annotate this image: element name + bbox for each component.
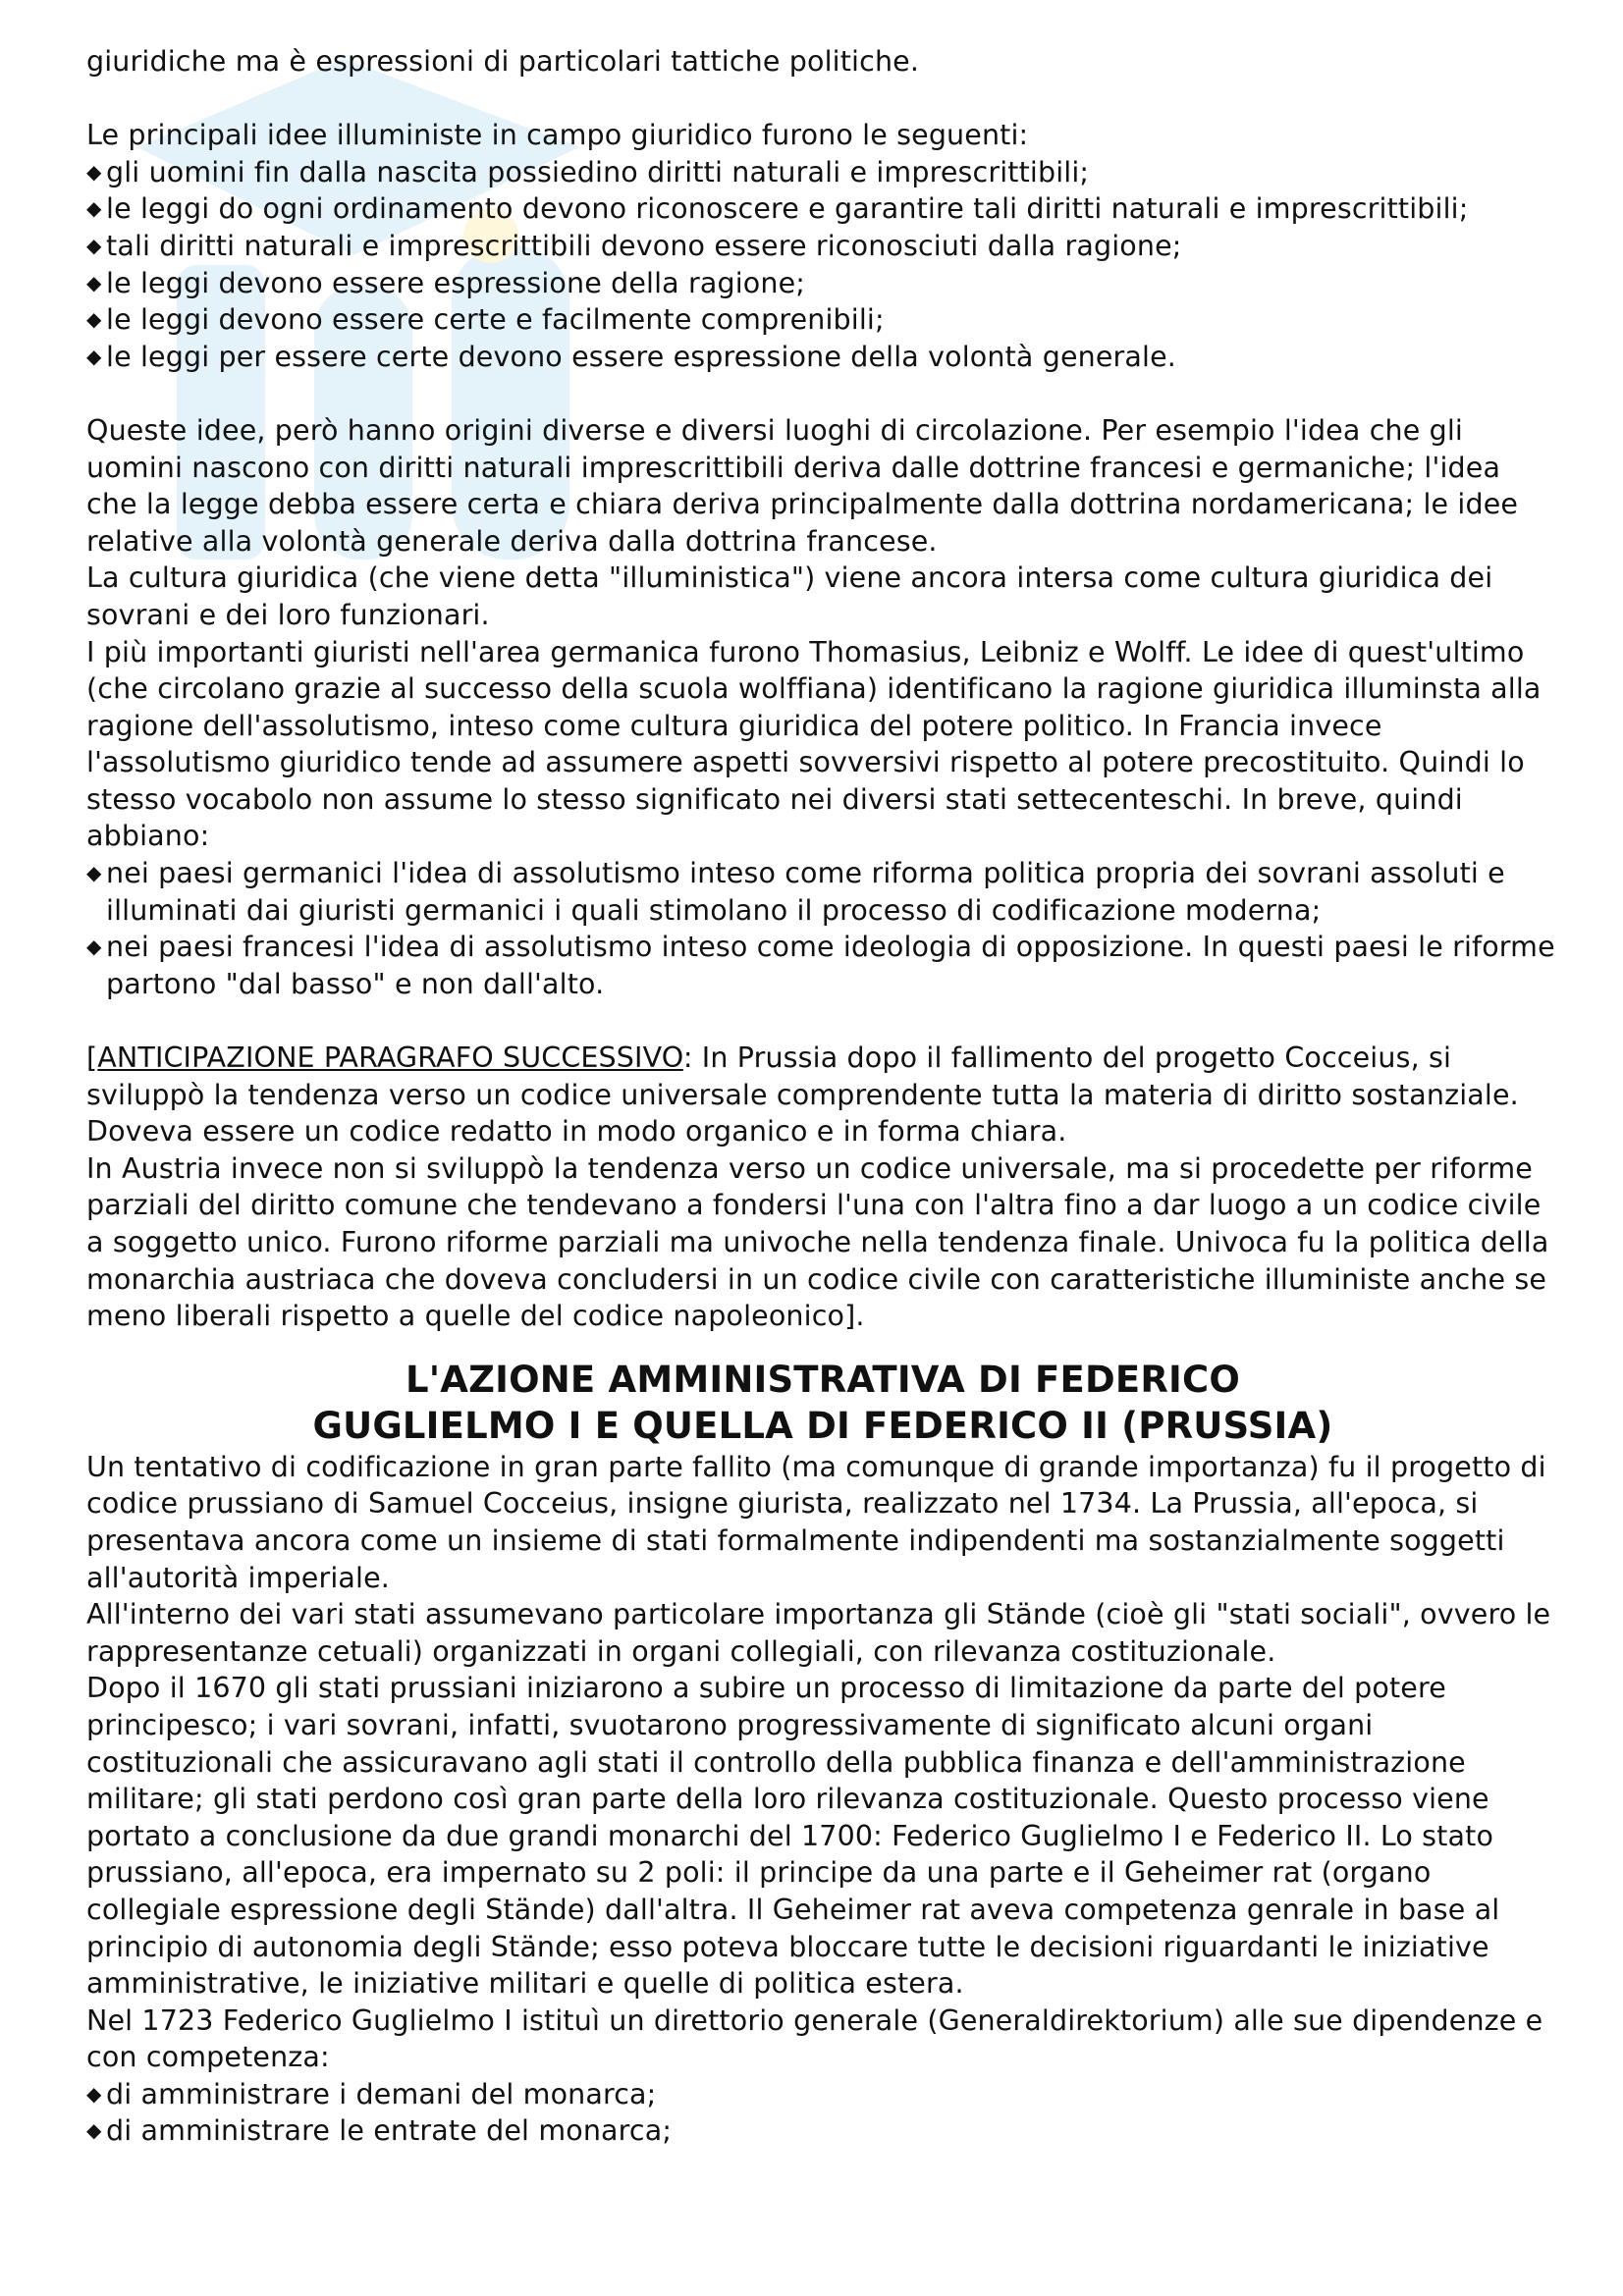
list-item: ◆ le leggi per essere certe devono essere espressione della volontà generale.	[86, 339, 1559, 376]
absolutism-list	[86, 855, 1559, 1002]
list-item: ◆ nei paesi germanici l'idea di assolutismo inteso come riforma politica propria dei sovrani assoluti e illuminati dai giuristi germanici i quali stimolano il processo di codificazione moderna;	[86, 857, 1505, 927]
list-item: ◆ nei paesi francesi l'idea di assolutismo inteso come ideologia di opposizione. In questi paesi le riforme partono "dal basso" e non dall'alto.	[86, 931, 1555, 1000]
paragraph-cocceius: Un tentativo di codificazione in gran parte fallito (ma comunque di grande importanza) fu il progetto di codice prussiano di Samuel Cocceius, insigne giurista, realizzato nel 1734. La Prussia, all'epoca, si presentava ancora come un insieme di stati formalmente indipendenti ma sostanzialmente soggetti all'autorità imperiale.	[86, 1450, 1546, 1594]
ideas-intro: Le principali idee illuministe in campo giuridico furono le seguenti:	[86, 119, 1029, 152]
paragraph-stande: All'interno dei vari stati assumevano particolare importanza gli Stände (cioè gli "stati sociali", ovvero le rappresentanze cetuali) organizzati in organi collegiali, con rilevanza costituzionale.	[86, 1598, 1551, 1668]
diamond-bullet-icon: ◆	[86, 344, 102, 368]
list-item: ◆ le leggi devono essere certe e facilmente comprenibili;	[86, 301, 1559, 339]
heading-line-2: GUGLIELMO I E QUELLA DI FEDERICO II (PRUSSIA)	[312, 1404, 1333, 1447]
ideas-list	[86, 154, 1559, 376]
paragraph-origins: Queste idee, però hanno origini diverse e diversi luoghi di circolazione. Per esempio l'idea che gli uomini nascono con diritti naturali imprescrittibili deriva dalle dottrine francesi e germaniche; l'idea che la legge debba essere certa e chiara deriva principalmente dalla dottrina nordamericana; le idee relative alla volontà generale deriva dalla dottrina francese.	[86, 413, 1519, 558]
diamond-bullet-icon: ◆	[86, 233, 102, 257]
diamond-bullet-icon: ◆	[86, 159, 102, 184]
document-page	[86, 43, 1559, 2150]
list-item: ◆ di amministrare le entrate del monarca;	[86, 2112, 1559, 2150]
diamond-bullet-icon: ◆	[86, 861, 102, 885]
anticipation-paragraph: [ANTICIPAZIONE PARAGRAFO SUCCESSIVO: In Prussia dopo il fallimento del progetto Cocceius, si sviluppò la tendenza verso un codice universale comprendente tutta la materia di diritto sostanziale. Doveva essere un codice redatto in modo organico e in forma chiara.	[86, 1041, 1519, 1148]
paragraph-culture: La cultura giuridica (che viene detta "illuministica") viene ancora intersa come cultura giuridica dei sovrani e dei loro funzionari.	[86, 561, 1493, 631]
paragraph-1723: Nel 1723 Federico Guglielmo I istituì un direttorio generale (Generaldirektorium) alle sue dipendenze e con competenza:	[86, 2003, 1543, 2074]
list-item: ◆ di amministrare i demani del monarca;	[86, 2076, 1559, 2113]
paragraph-1670: Dopo il 1670 gli stati prussiani iniziarono a subire un processo di limitazione da parte del potere principesco; i vari sovrani, infatti, svuotarono progressivamente di significato alcuni organi costituzionali che assicuravano agli stati il controllo della pubblica finanza e dell'amministrazione militare; gli stati perdono così gran parte della loro rilevanza costituzionale. Questo processo viene portato a conclusione da due grandi monarchi del 1700: Federico Guglielmo I e Federico II. Lo stato prussiano, all'epoca, era impernato su 2 poli: il principe da una parte e il Geheimer rat (organo collegiale espressione degli Stände) dall'altra. Il Geheimer rat aveva competenza genrale in base al principio di autonomia degli Stände; esso poteva bloccare tutte le decisioni riguardanti le iniziative amministrative, le iniziative militari e quelle di politica estera.	[86, 1672, 1500, 2001]
austria-paragraph: In Austria invece non si sviluppò la tendenza verso un codice universale, ma si procedette per riforme parziali del diritto comune che tendevano a fondersi l'una con l'altra fino a dar luogo a un codice civile a soggetto unico. Furono riforme parziali ma univoche nella tendenza finale. Univoca fu la politica della monarchia austriaca che doveva concludersi in un codice civile con caratteristiche illuministe anche se meno liberali rispetto a quelle del codice napoleonico].	[86, 1151, 1549, 1333]
heading-line-1: L'AZIONE AMMINISTRATIVA DI FEDERICO	[405, 1358, 1241, 1401]
list-item: ◆ gli uomini fin dalla nascita possiedino diritti naturali e imprescrittibili;	[86, 154, 1559, 191]
list-item: ◆ le leggi devono essere espressione della ragione;	[86, 265, 1559, 302]
diamond-bullet-icon: ◆	[86, 2118, 102, 2143]
paragraph-jurists: I più importanti giuristi nell'area germanica furono Thomasius, Leibniz e Wolff. Le idee di quest'ultimo (che circolano grazie al successo della scuola wolffiana) identificano la ragione giuridica illuminsta alla ragione dell'assolutismo, inteso come cultura giuridica del potere politico. In Francia invece l'assolutismo giuridico tende ad assumere aspetti sovversivi rispetto al potere precostituito. Quindi lo stesso vocabolo non assume lo stesso significato nei diversi stati settecenteschi. In breve, quindi abbiano:	[86, 635, 1542, 853]
diamond-bullet-icon: ◆	[86, 2081, 102, 2106]
competences-list	[86, 2076, 1559, 2150]
intro-fragment: giuridiche ma è espressioni di particolari tattiche politiche.	[86, 45, 920, 78]
list-item: ◆ le leggi do ogni ordinamento devono riconoscere e garantire tali diritti naturali e imprescrittibili;	[86, 190, 1559, 228]
diamond-bullet-icon: ◆	[86, 307, 102, 332]
list-item: ◆ tali diritti naturali e imprescrittibili devono essere riconosciuti dalla ragione;	[86, 228, 1559, 265]
anticipation-label: ANTICIPAZIONE PARAGRAFO SUCCESSIVO	[97, 1041, 683, 1075]
diamond-bullet-icon: ◆	[86, 934, 102, 959]
diamond-bullet-icon: ◆	[86, 196, 102, 221]
section-heading	[86, 1357, 1559, 1449]
diamond-bullet-icon: ◆	[86, 270, 102, 294]
